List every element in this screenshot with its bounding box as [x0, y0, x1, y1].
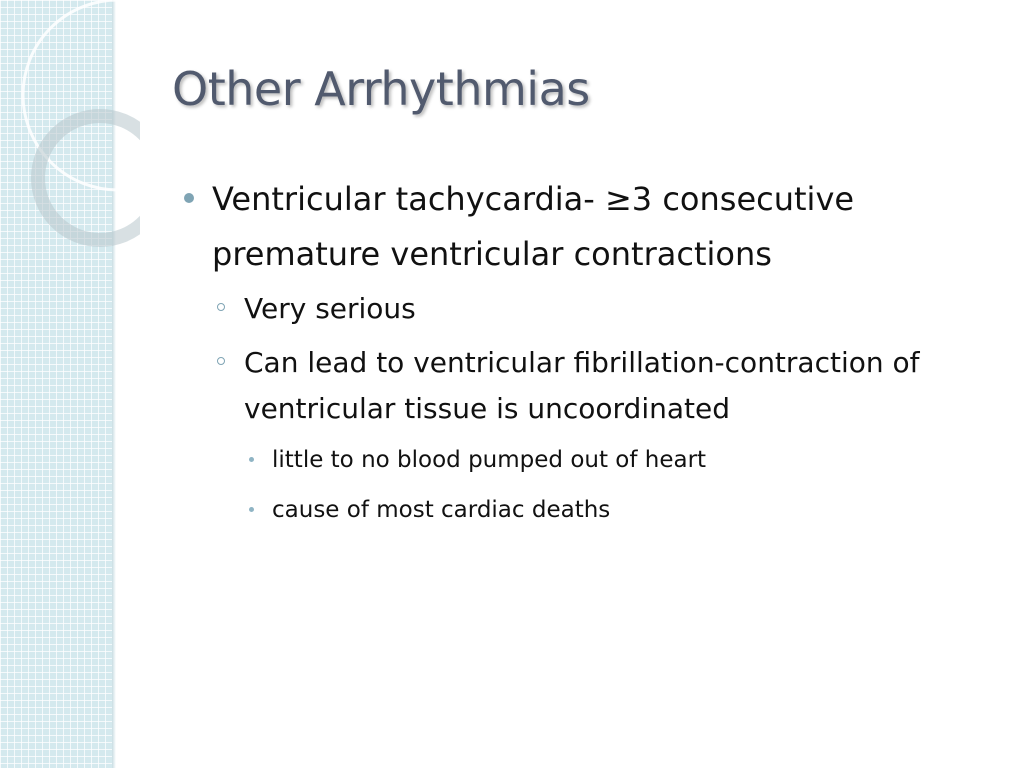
small-dot-bullet-icon [249, 457, 254, 462]
bullet-text: cause of most cardiac deaths [272, 497, 611, 523]
bullet-text: Ventricular tachycardia- ≥3 consecutive premature ventricular contractions [212, 180, 855, 273]
decorative-ring-medium [38, 116, 140, 240]
bullet-level3 [272, 490, 1000, 530]
ring-bullet-icon [217, 357, 225, 365]
ring-bullet-icon [217, 303, 225, 311]
filled-circle-bullet-icon [184, 193, 194, 203]
bullet-level1 [180, 172, 1000, 282]
bullet-text: Can lead to ventricular fibrillation-contraction of ventricular tissue is uncoordinated [244, 346, 920, 425]
slide-title: Other Arrhythmias [172, 62, 590, 116]
decorative-rings [0, 0, 140, 260]
bullet-level3 [272, 440, 1000, 480]
bullet-text: Very serious [244, 292, 416, 325]
slide-body [180, 172, 1000, 530]
bullet-text: little to no blood pumped out of heart [272, 447, 707, 473]
small-dot-bullet-icon [249, 507, 254, 512]
bullet-level2 [244, 286, 1000, 332]
bullet-level2 [244, 340, 1000, 432]
